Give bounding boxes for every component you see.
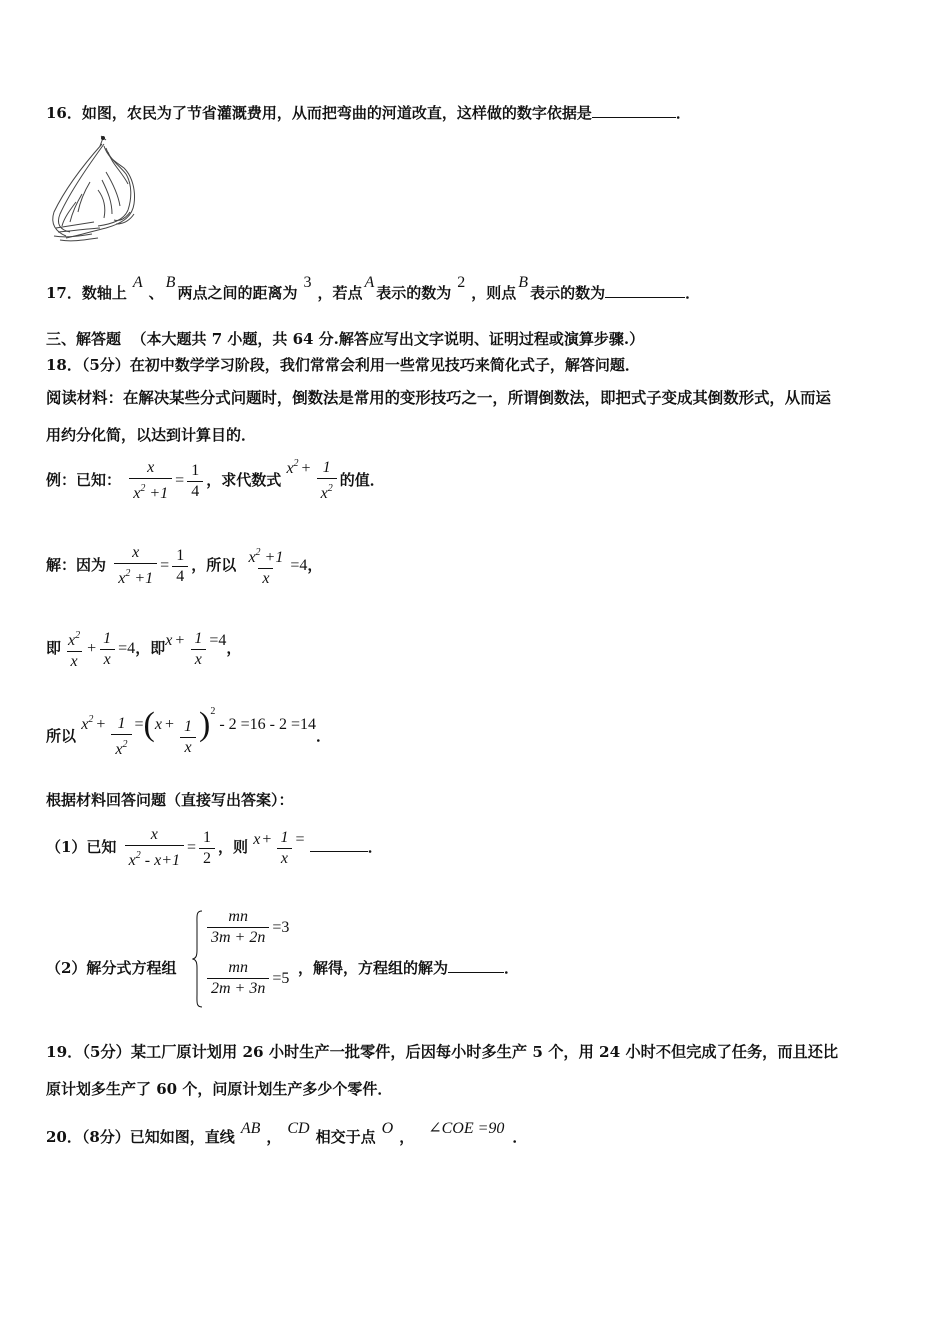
denominator: x — [180, 737, 195, 758]
q18-example — [46, 458, 385, 504]
fraction-x-over-x2p1 — [129, 458, 172, 504]
q20-point-o: O — [381, 1120, 394, 1137]
q18-part-2-tail — [298, 958, 519, 978]
solution-mid: ，所以 — [191, 556, 237, 574]
eq1-rhs: =3 — [272, 919, 290, 936]
q17-text-4: 表示的数为 — [376, 284, 452, 302]
equals: = — [160, 557, 170, 574]
part2-answer-blank[interactable] — [448, 958, 504, 973]
numerator: 1 — [194, 629, 203, 647]
system-eq-2 — [204, 958, 289, 999]
q18-part-2 — [46, 958, 176, 978]
numerator: 1 — [203, 828, 212, 846]
equals: = — [295, 831, 305, 848]
numerator: 1 — [117, 715, 126, 732]
plus: + — [164, 716, 174, 733]
numerator: x — [132, 544, 140, 561]
fraction-x-over-x2p1 — [114, 543, 157, 589]
equals: = — [175, 472, 185, 489]
denominator: $x^2$ — [317, 478, 337, 504]
denominator: x — [277, 848, 292, 869]
q18-solution — [46, 543, 322, 589]
fraction-1-over-x2 — [317, 458, 337, 504]
numerator: $x^2$ — [68, 630, 81, 649]
q17-text-3: ，若点 — [317, 284, 363, 302]
q17-point-a2: A — [364, 274, 375, 291]
fraction-1-over-x — [276, 828, 292, 869]
part1-mid: ，则 — [218, 838, 249, 856]
q20-line-cd: CD — [287, 1120, 310, 1137]
q19-line-1: 19．（5分）某工厂原计划用 26 小时生产一批零件，后因每小时多生产 5 个，用 24 小时不但完成了任务，而且还比 — [46, 1043, 839, 1061]
numerator: mn — [228, 908, 248, 925]
solution-end: ， — [307, 556, 323, 574]
part1-label: （1）已知 — [46, 838, 117, 856]
part2-label: （2）解分式方程组 — [46, 959, 177, 977]
ji-label: 即 — [46, 639, 62, 657]
therefore-end: ． — [316, 727, 332, 745]
q17-text-6: 表示的数为 — [530, 284, 606, 302]
q17-answer-blank[interactable] — [605, 283, 685, 298]
part1-end: ． — [367, 838, 383, 856]
fraction-1-over-x — [180, 717, 196, 758]
section-3-note: （本大题共 7 小题，共 64 分.解答应写出文字说明、证明过程或演算步骤.） — [131, 330, 645, 348]
left-paren: ( — [143, 706, 155, 743]
q17-point-b2: B — [518, 274, 529, 291]
part2-end: ． — [504, 959, 520, 977]
example-label: 例：已知： — [46, 471, 122, 489]
fraction-1-over-4 — [187, 461, 203, 502]
therefore-label: 所以 — [46, 727, 77, 745]
q17-point-a: A — [132, 274, 143, 291]
q20-text-1: 20．（8分）已知如图，直线 — [46, 1128, 235, 1146]
q18-therefore-line — [46, 706, 332, 760]
q20-comma-2: ， — [399, 1128, 415, 1146]
numerator: 1 — [322, 459, 331, 476]
fraction-1-over-x — [99, 629, 115, 670]
denominator: 4 — [172, 566, 188, 587]
plus: + — [96, 716, 106, 733]
fraction-mn-over-2m-plus-3n — [207, 958, 269, 999]
denominator: x — [258, 568, 273, 589]
system-brace — [192, 910, 204, 1008]
q18-answer-head: 根据材料回答问题（直接写出答案）： — [46, 791, 294, 809]
q20-angle: ∠COE =90 — [428, 1120, 505, 1137]
q18-ji-line — [46, 626, 241, 672]
ji-end: ， — [226, 639, 242, 657]
numerator: 1 — [103, 629, 112, 647]
q17-point-b: B — [165, 274, 176, 291]
numerator: 1 — [191, 461, 200, 479]
q20-text-2: 相交于点 — [315, 1128, 376, 1146]
equals-4: =4 — [209, 632, 227, 649]
question-16 — [46, 103, 691, 123]
part1-answer-blank[interactable] — [310, 837, 368, 852]
q17-value: 2 — [457, 274, 466, 291]
q18-reading-line-2: 用约分化简，以达到计算目的． — [46, 426, 257, 444]
q17-distance: 3 — [303, 274, 312, 291]
denominator: 3m + 2n — [207, 927, 269, 948]
question-20 — [46, 1120, 528, 1148]
q17-sep: 、 — [148, 284, 164, 302]
q18-reading-line-1: 阅读材料：在解决某些分式问题时，倒数法是常用的变形技巧之一，所谓倒数法，即把式子变成其倒数形式，从而运 — [46, 389, 831, 407]
numerator: x — [147, 459, 155, 476]
fraction-1-over-4 — [172, 546, 188, 587]
numerator: 1 — [280, 828, 289, 846]
denominator: 2m + 3n — [207, 978, 269, 999]
denominator: x — [100, 649, 115, 670]
denominator: 4 — [187, 481, 203, 502]
equals: = — [187, 839, 197, 856]
therefore-tail: - 2 =16 - 2 =14 — [215, 716, 317, 733]
fraction-1-over-x — [190, 629, 206, 670]
denominator: $x^2 - x+1$ — [125, 845, 184, 871]
denominator: x — [191, 649, 206, 670]
section-3-header — [46, 329, 644, 349]
q18-intro: 18．（5分）在初中数学学习阶段，我们常常会利用一些常见技巧来简化式子，解答问题． — [46, 356, 640, 374]
q16-text: 16．如图，农民为了节省灌溉费用，从而把弯曲的河道改直，这样做的数字依据是 — [46, 104, 592, 122]
denominator: x — [67, 651, 82, 672]
q16-end: ． — [675, 104, 691, 122]
plus: + — [175, 632, 185, 649]
section-3-title: 三、解答题 — [46, 330, 122, 348]
right-paren: ) — [199, 706, 211, 743]
expr-x: x — [165, 632, 173, 649]
q19-line-2: 原计划多生产了 60 个，问原计划生产多少个零件． — [46, 1080, 393, 1098]
denominator: $x^2$ — [111, 734, 131, 760]
denominator: $x^2 +1$ — [114, 563, 157, 589]
part2-mid: ，解得，方程组的解为 — [298, 959, 449, 977]
numerator: $x^2 +1$ — [248, 547, 284, 566]
fraction-1-over-x2 — [111, 714, 131, 760]
expr-x2: $x^2$ — [81, 714, 94, 733]
equals-4: =4 — [290, 557, 308, 574]
river-sketch-figure — [46, 132, 141, 247]
numerator: mn — [228, 959, 248, 976]
fraction-x-over-x2-minus-x-plus-1 — [125, 825, 184, 871]
plus: + — [262, 831, 272, 848]
expr-x: x — [154, 716, 162, 733]
expr-x2: $x^2$ — [286, 458, 299, 477]
example-end: 的值． — [339, 471, 385, 489]
numerator: x — [150, 826, 158, 843]
denominator: $x^2 +1$ — [129, 478, 172, 504]
question-17 — [46, 274, 701, 304]
q16-answer-blank[interactable] — [592, 103, 676, 118]
eq2-rhs: =5 — [272, 970, 290, 987]
denominator: 2 — [199, 848, 215, 869]
ji-mid: ，即 — [135, 639, 166, 657]
q18-part-1 — [46, 825, 383, 871]
fraction-mn-over-3m-plus-2n — [207, 907, 269, 948]
q20-comma-1: ， — [266, 1128, 282, 1146]
plus: + — [301, 460, 311, 477]
equals: = — [134, 716, 144, 733]
fraction-x2-over-x — [64, 626, 84, 672]
equals-4: =4 — [118, 640, 136, 657]
q17-text-5: ，则点 — [471, 284, 517, 302]
system-eq-1 — [204, 907, 289, 948]
q17-end: ． — [685, 284, 701, 302]
fraction-x2p1-over-x — [244, 543, 287, 589]
example-mid: ，求代数式 — [206, 471, 282, 489]
square-exponent: 2 — [210, 706, 216, 717]
q20-line-ab: AB — [240, 1120, 261, 1137]
numerator: 1 — [184, 717, 192, 735]
plus: + — [87, 640, 97, 657]
solution-label: 解：因为 — [46, 556, 107, 574]
q20-end: ． — [512, 1128, 528, 1146]
numerator: 1 — [176, 546, 185, 564]
q17-text-2: 两点之间的距离为 — [177, 284, 298, 302]
fraction-1-over-2 — [199, 828, 215, 869]
expr-x: x — [253, 831, 261, 848]
q17-text-1: 17．数轴上 — [46, 284, 127, 302]
